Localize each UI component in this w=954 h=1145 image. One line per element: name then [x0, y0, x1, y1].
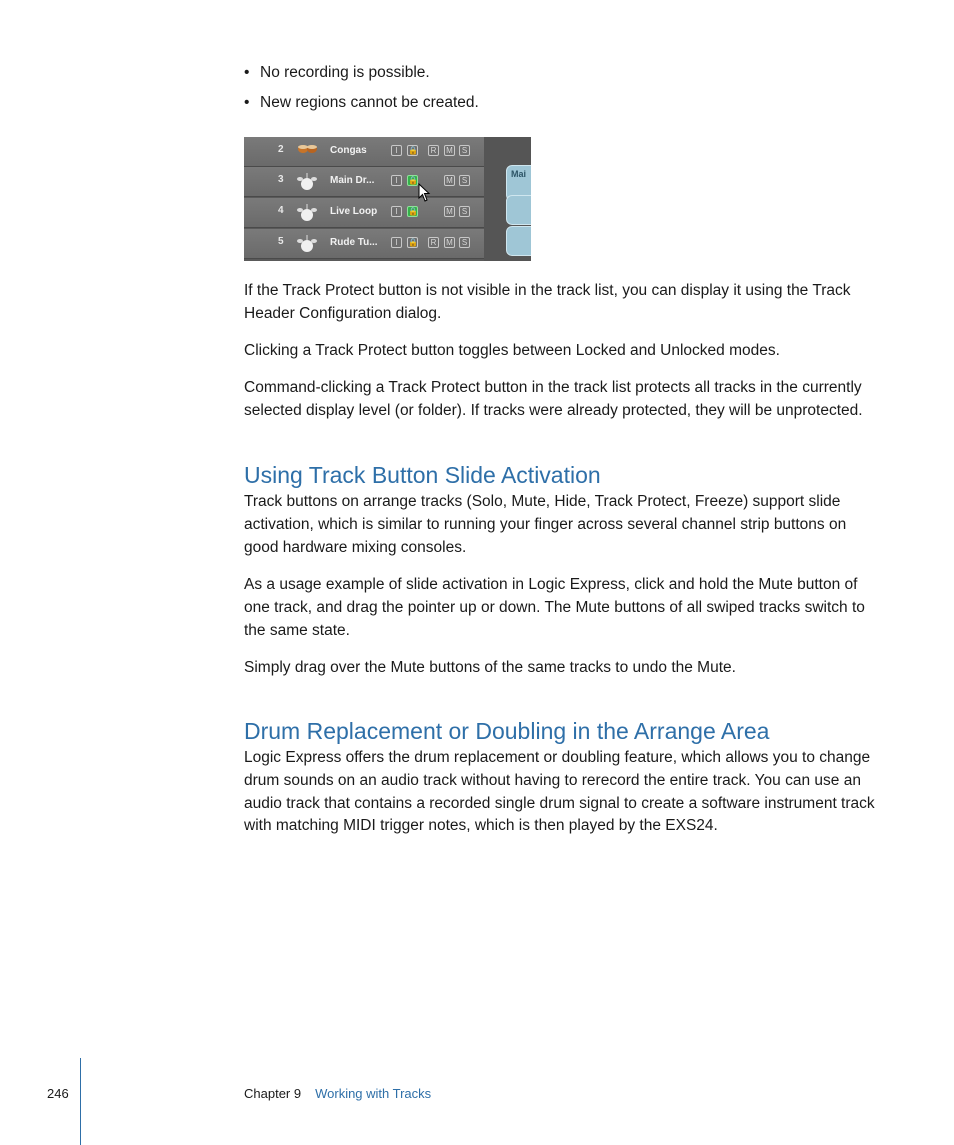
conga-icon — [296, 141, 318, 162]
chapter-label: Chapter 9 — [244, 1086, 302, 1101]
track-number: 4 — [278, 205, 284, 216]
track-row — [244, 229, 484, 259]
bullet-dot: • — [244, 94, 250, 111]
body-text — [244, 340, 884, 363]
track-protect-button[interactable]: 🔒 — [408, 207, 418, 216]
track-number: 5 — [278, 236, 284, 247]
drum-kit-icon — [296, 171, 318, 192]
body-text — [244, 491, 884, 559]
track-row — [244, 167, 484, 197]
bullet-text: New regions cannot be created. — [260, 94, 479, 111]
bullet-item — [244, 92, 479, 114]
record-enable-button[interactable]: R — [428, 145, 439, 156]
paragraph: Command-clicking a Track Protect button in the track list protects all tracks in the currently selected display level (or folder). If tracks were already protected, they will be unprotected. — [244, 379, 863, 419]
section-heading: Drum Replacement or Doubling in the Arrange Area — [244, 718, 770, 744]
input-monitor-button[interactable]: I — [391, 145, 402, 156]
footer-rule — [80, 1058, 81, 1145]
track-name: Rude Tu... — [330, 237, 378, 248]
paragraph: Simply drag over the Mute buttons of the same tracks to undo the Mute. — [244, 659, 736, 676]
solo-button[interactable]: S — [459, 206, 470, 217]
track-name: Main Dr... — [330, 175, 375, 186]
paragraph: Logic Express offers the drum replacement or doubling feature, which allows you to change drum sounds on an audio track without having to rerecord the entire track. You can use an audio track that contains a recorded single drum signal to create a software instrument track with matching MIDI trigger notes, which is then played by the EXS24. — [244, 749, 875, 835]
body-text — [244, 377, 884, 423]
paragraph: Track buttons on arrange tracks (Solo, Mute, Hide, Track Protect, Freeze) support slide activation, which is similar to running your finger across several channel strip buttons on good hardware mixing consoles. — [244, 493, 847, 556]
chapter-title[interactable]: Working with Tracks — [315, 1086, 432, 1101]
footer-chapter — [244, 1086, 431, 1101]
track-number: 2 — [278, 144, 284, 155]
solo-button[interactable]: S — [459, 175, 470, 186]
body-text — [244, 574, 884, 642]
arrange-region[interactable] — [506, 195, 531, 225]
record-enable-button[interactable]: R — [428, 237, 439, 248]
body-text — [244, 657, 884, 680]
bullet-text: No recording is possible. — [260, 64, 430, 81]
input-monitor-button[interactable]: I — [391, 237, 402, 248]
body-text — [244, 747, 884, 838]
track-name: Congas — [330, 145, 367, 156]
track-protect-button[interactable]: 🔒 — [408, 238, 418, 247]
section-heading: Using Track Button Slide Activation — [244, 462, 601, 488]
drum-kit-icon — [296, 202, 318, 223]
paragraph: As a usage example of slide activation in Logic Express, click and hold the Mute button of one track, and drag the pointer up or down. The Mute buttons of all swiped tracks switch to the same state. — [244, 576, 865, 639]
mute-button[interactable]: M — [444, 175, 455, 186]
solo-button[interactable]: S — [459, 145, 470, 156]
track-name: Live Loop — [330, 206, 378, 217]
input-monitor-button[interactable]: I — [391, 206, 402, 217]
input-monitor-button[interactable]: I — [391, 175, 402, 186]
mute-button[interactable]: M — [444, 237, 455, 248]
track-row — [244, 198, 484, 228]
page-number: 246 — [47, 1086, 69, 1101]
mute-button[interactable]: M — [444, 145, 455, 156]
paragraph: Clicking a Track Protect button toggles between Locked and Unlocked modes. — [244, 342, 780, 359]
bullet-item — [244, 62, 430, 84]
track-protect-button[interactable]: 🔒 — [408, 176, 418, 185]
track-list-screenshot — [244, 137, 531, 261]
paragraph: If the Track Protect button is not visible in the track list, you can display it using the Track Header Configuration dialog. — [244, 282, 851, 322]
mouse-pointer-icon — [418, 183, 432, 203]
track-protect-button[interactable]: 🔒 — [408, 146, 418, 155]
arrange-region[interactable] — [506, 226, 531, 256]
bullet-dot: • — [244, 64, 250, 81]
track-number: 3 — [278, 174, 284, 185]
solo-button[interactable]: S — [459, 237, 470, 248]
track-row — [244, 137, 484, 167]
region-label: Mai — [511, 169, 527, 179]
drum-kit-icon — [296, 233, 318, 254]
body-text — [244, 280, 884, 326]
mute-button[interactable]: M — [444, 206, 455, 217]
